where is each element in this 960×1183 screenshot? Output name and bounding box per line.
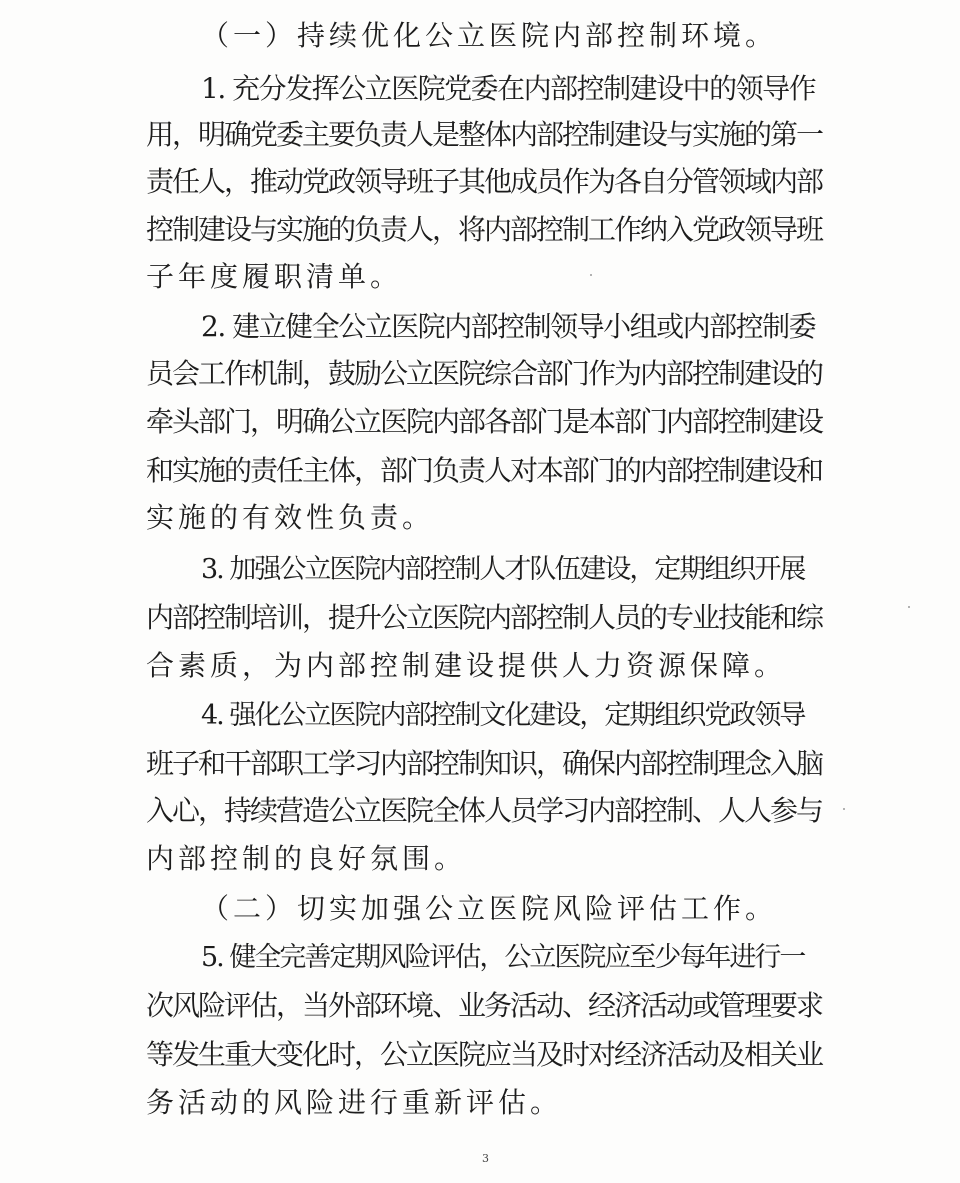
paragraph-line: 责任人，推动党政领导班子其他成员作为各自分管领域内部	[146, 165, 823, 198]
paragraph-line: 合素质，为内部控制建设提供人力资源保障。	[146, 649, 787, 682]
paragraph-line: 实施的有效性负责。	[146, 501, 435, 534]
page-number: 3	[482, 1152, 489, 1165]
paragraph-line: 5. 健全完善定期风险评估，公立医院应至少每年进行一	[201, 942, 805, 973]
paragraph-line: 牵头部门，明确公立医院内部各部门是本部门内部控制建设	[146, 405, 823, 438]
scan-speck	[843, 808, 845, 810]
paragraph-line: 和实施的责任主体，部门负责人对本部门的内部控制建设和	[146, 454, 823, 487]
paragraph-line: 3. 加强公立医院内部控制人才队伍建设，定期组织开展	[201, 554, 805, 585]
paragraph-line: 控制建设与实施的负责人，将内部控制工作纳入党政领导班	[146, 213, 823, 246]
paragraph-line: 班子和干部职工学习内部控制知识，确保内部控制理念入脑	[146, 747, 823, 780]
paragraph-line: 务活动的风险进行重新评估。	[146, 1086, 563, 1119]
paragraph-line: 等发生重大变化时，公立医院应当及时对经济活动及相关业	[146, 1038, 823, 1071]
scan-speck	[590, 274, 592, 276]
scan-speck	[908, 606, 910, 608]
paragraph-line: 1. 充分发挥公立医院党委在内部控制建设中的领导作	[201, 72, 816, 105]
section-heading: （一）持续优化公立医院内部控制环境。	[201, 19, 778, 52]
paragraph-line: 入心，持续营造公立医院全体人员学习内部控制、人人参与	[146, 794, 823, 827]
paragraph-line: 次风险评估，当外部环境、业务活动、经济活动或管理要求	[146, 989, 823, 1022]
paragraph-line: 用，明确党委主要负责人是整体内部控制建设与实施的第一	[146, 118, 823, 151]
paragraph-line: 内部控制培训，提升公立医院内部控制人员的专业技能和综	[146, 601, 823, 634]
paragraph-line: 2. 建立健全公立医院内部控制领导小组或内部控制委	[201, 310, 816, 343]
paragraph-line: 员会工作机制，鼓励公立医院综合部门作为内部控制建设的	[146, 357, 823, 390]
section-heading: （二）切实加强公立医院风险评估工作。	[201, 892, 778, 925]
paragraph-line: 内部控制的良好氛围。	[146, 842, 467, 875]
paragraph-line: 4. 强化公立医院内部控制文化建设，定期组织党政领导	[201, 700, 805, 731]
paragraph-line: 子年度履职清单。	[146, 260, 403, 293]
